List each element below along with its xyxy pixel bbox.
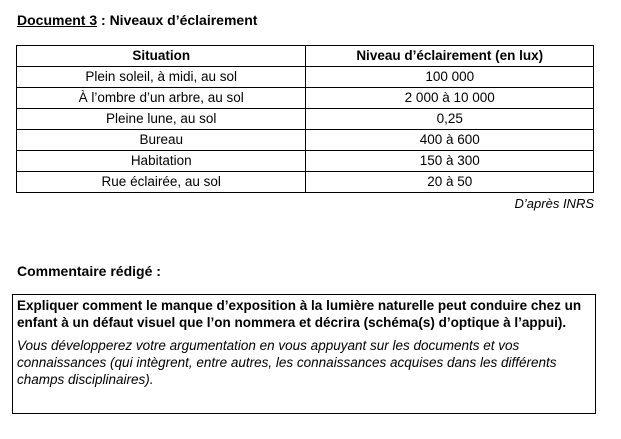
- assignment-instructions: Vous développerez votre argumentation en vous appuyant sur les documents et vos connaissances (qui intègrent, entre autres, les connaissances acquises dans les différents champs disciplinaires).: [17, 338, 557, 387]
- column-header-situation: Situation: [17, 46, 306, 67]
- assignment-box: [12, 294, 596, 414]
- illuminance-cell: 400 à 600: [306, 130, 594, 151]
- table-row: [17, 88, 594, 109]
- table-row: [17, 151, 594, 172]
- assignment-question: Expliquer comment le manque d’exposition à la lumière naturelle peut conduire chez un enfant à un défaut visuel que l’on nommera et décrira (schéma(s) d’optique à l’appui).: [17, 298, 582, 330]
- table-row: [17, 67, 594, 88]
- situation-cell: Habitation: [17, 151, 306, 172]
- situation-cell: Rue éclairée, au sol: [17, 172, 306, 193]
- illuminance-table: [16, 45, 594, 193]
- document-title: [17, 12, 257, 28]
- source-credit: D’après INRS: [514, 196, 594, 211]
- situation-cell: Plein soleil, à midi, au sol: [17, 67, 306, 88]
- illuminance-cell: 2 000 à 10 000: [306, 88, 594, 109]
- table-row: [17, 172, 594, 193]
- column-header-illuminance: Niveau d’éclairement (en lux): [306, 46, 594, 67]
- document-reference: Document 3: [17, 12, 98, 28]
- illuminance-cell: 150 à 300: [306, 151, 594, 172]
- table-row: [17, 130, 594, 151]
- situation-cell: Pleine lune, au sol: [17, 109, 306, 130]
- situation-cell: À l’ombre d’un arbre, au sol: [17, 88, 306, 109]
- illuminance-cell: 20 à 50: [306, 172, 594, 193]
- table-header-row: [17, 46, 594, 67]
- table-row: [17, 109, 594, 130]
- illuminance-cell: 100 000: [306, 67, 594, 88]
- situation-cell: Bureau: [17, 130, 306, 151]
- comment-heading: Commentaire rédigé :: [17, 263, 161, 279]
- document-title-text: : Niveaux d’éclairement: [97, 12, 258, 28]
- illuminance-cell: 0,25: [306, 109, 594, 130]
